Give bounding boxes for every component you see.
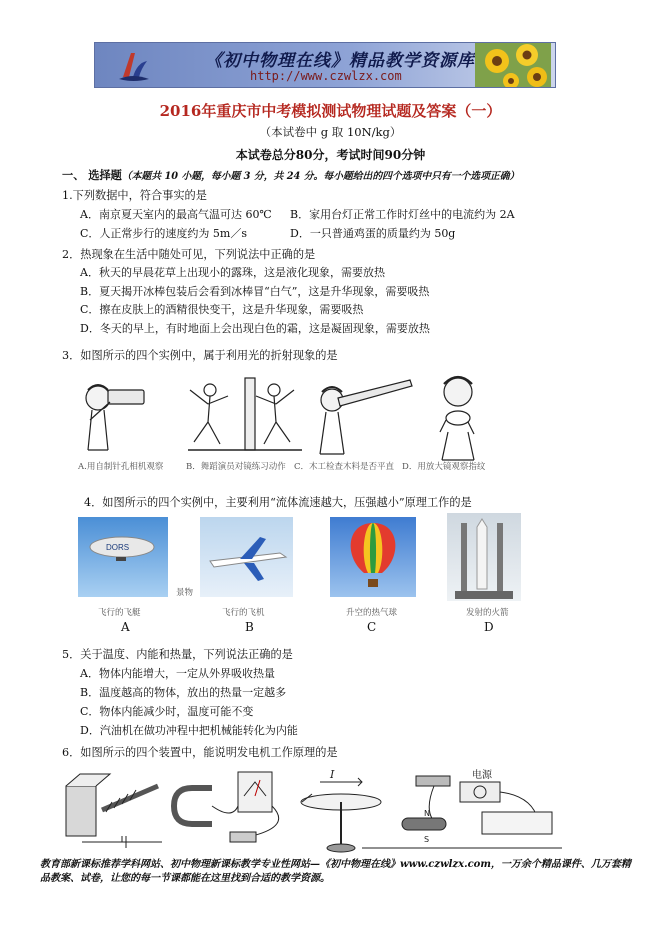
power-label: 电源 bbox=[472, 770, 492, 781]
question-4-caption-c: 升空的热气球 bbox=[346, 608, 398, 618]
question-3-caption-c: C．木工检查木料是否平直 bbox=[294, 462, 395, 472]
section-desc: （本题共 10 小题，每小题 3 分，共 24 分。每小题给出的四个选项中只有一个选项正确） bbox=[121, 171, 520, 182]
question-5-option-c: C．物体内能减少时，温度可能不变 bbox=[80, 705, 254, 718]
banner-title: 《初中物理在线》精品教学资源库 bbox=[205, 51, 475, 71]
section-label: 一、 选择题 bbox=[62, 168, 122, 182]
question-1-option-d: D．一只普通鸡蛋的质量约为 50g bbox=[290, 227, 456, 240]
question-6-figures bbox=[62, 766, 582, 858]
question-2-option-a: A．秋天的早晨花草上出现小的露珠，这是液化现象，需要放热 bbox=[80, 266, 385, 279]
rocket-photo bbox=[447, 513, 521, 601]
question-4-letter-d: D bbox=[484, 620, 494, 634]
solenoid-figure bbox=[66, 774, 162, 848]
question-3-stem: 3．如图所示的四个实例中，属于利用光的折射现象的是 bbox=[62, 349, 338, 362]
question-5-option-a: A．物体内能增大，一定从外界吸收热量 bbox=[80, 667, 275, 680]
airship-photo bbox=[78, 517, 168, 597]
airplane-photo bbox=[200, 517, 293, 597]
question-1-stem: 1.下列数据中，符合事实的是 bbox=[62, 189, 207, 202]
banner-url[interactable]: http://www.czwlzx.com bbox=[250, 69, 402, 83]
question-3-caption-d: D．用放大镜观察指纹 bbox=[402, 462, 486, 472]
question-4-letter-b: B bbox=[245, 620, 254, 634]
question-4-letter-a: A bbox=[121, 620, 130, 634]
carpenter-figure bbox=[320, 380, 412, 454]
question-2-option-d: D．冬天的早上，有时地面上会出现白色的霜，这是凝固现象，需要放热 bbox=[80, 322, 430, 335]
exam-note: （本试卷中 g 取 10N/kg） bbox=[259, 125, 402, 139]
question-3-figures bbox=[70, 370, 500, 472]
dancer-mirror-figure bbox=[188, 378, 302, 450]
question-2-stem: 2．热现象在生活中随处可见，下列说法中正确的是 bbox=[62, 248, 316, 261]
question-2-option-b: B．夏天揭开冰棒包装后会看到冰棒冒“白气”，这是升华现象，需要吸热 bbox=[80, 285, 430, 298]
sunflower-icon bbox=[475, 43, 551, 87]
question-4-side-label: 景物 bbox=[176, 588, 194, 598]
question-2-option-c: C．擦在皮肤上的酒精很快变干，这是升华现象，需要吸热 bbox=[80, 303, 364, 316]
header-banner bbox=[94, 42, 556, 88]
south-pole-label: S bbox=[424, 835, 430, 844]
page-footer: 教育部新课标推荐学科网站、初中物理新课标教学专业性网站—《初中物理在线》www.czwlzx.com，一万余个精品课件、几万套精品教案、试卷，让您的每一节课都能在这里找到合适的教学资源。 bbox=[40, 859, 631, 884]
current-field-figure bbox=[301, 768, 381, 852]
question-4-caption-b: 飞行的飞机 bbox=[222, 608, 265, 618]
question-1-option-c: C．人正常步行的速度约为 5m／s bbox=[80, 227, 247, 240]
motor-circuit-figure bbox=[362, 768, 562, 848]
question-5-option-d: D．汽油机在做功冲程中把机械能转化为内能 bbox=[80, 724, 298, 737]
question-6-stem: 6．如图所示的四个装置中，能说明发电机工作原理的是 bbox=[62, 746, 338, 759]
question-1-option-b: B．家用台灯正常工作时灯丝中的电流约为 2A bbox=[290, 208, 515, 221]
north-pole-label: N bbox=[424, 809, 430, 818]
document-title: 2016年重庆市中考模拟测试物理试题及答案（一） bbox=[159, 102, 502, 120]
question-3-caption-b: B．舞蹈演员对镜练习动作 bbox=[186, 462, 286, 472]
pinhole-camera-figure bbox=[86, 385, 144, 450]
logo-icon bbox=[117, 47, 151, 83]
galvanometer-figure bbox=[174, 772, 279, 842]
section-heading bbox=[62, 168, 519, 184]
question-5-stem: 5．关于温度、内能和热量，下列说法正确的是 bbox=[62, 648, 293, 661]
current-label: I bbox=[330, 768, 335, 781]
question-4-caption-a: 飞行的飞艇 bbox=[98, 608, 141, 618]
question-3-caption-a: A.用自制针孔相机观察 bbox=[78, 462, 164, 472]
question-1-option-a: A．南京夏天室内的最高气温可达 60℃ bbox=[80, 208, 272, 221]
exam-score-info: 本试卷总分80分，考试时间90分钟 bbox=[235, 148, 426, 162]
question-4-letter-c: C bbox=[367, 620, 377, 634]
magnifier-figure bbox=[440, 377, 474, 460]
question-5-option-b: B．温度越高的物体，放出的热量一定越多 bbox=[80, 686, 287, 699]
question-4-stem: 4．如图所示的四个实例中，主要利用“流体流速越大，压强越小”原理工作的是 bbox=[84, 496, 472, 509]
hot-air-balloon-photo bbox=[330, 517, 416, 597]
svg-text:DORS: DORS bbox=[106, 543, 130, 552]
question-4-caption-d: 发射的火箭 bbox=[466, 608, 509, 618]
